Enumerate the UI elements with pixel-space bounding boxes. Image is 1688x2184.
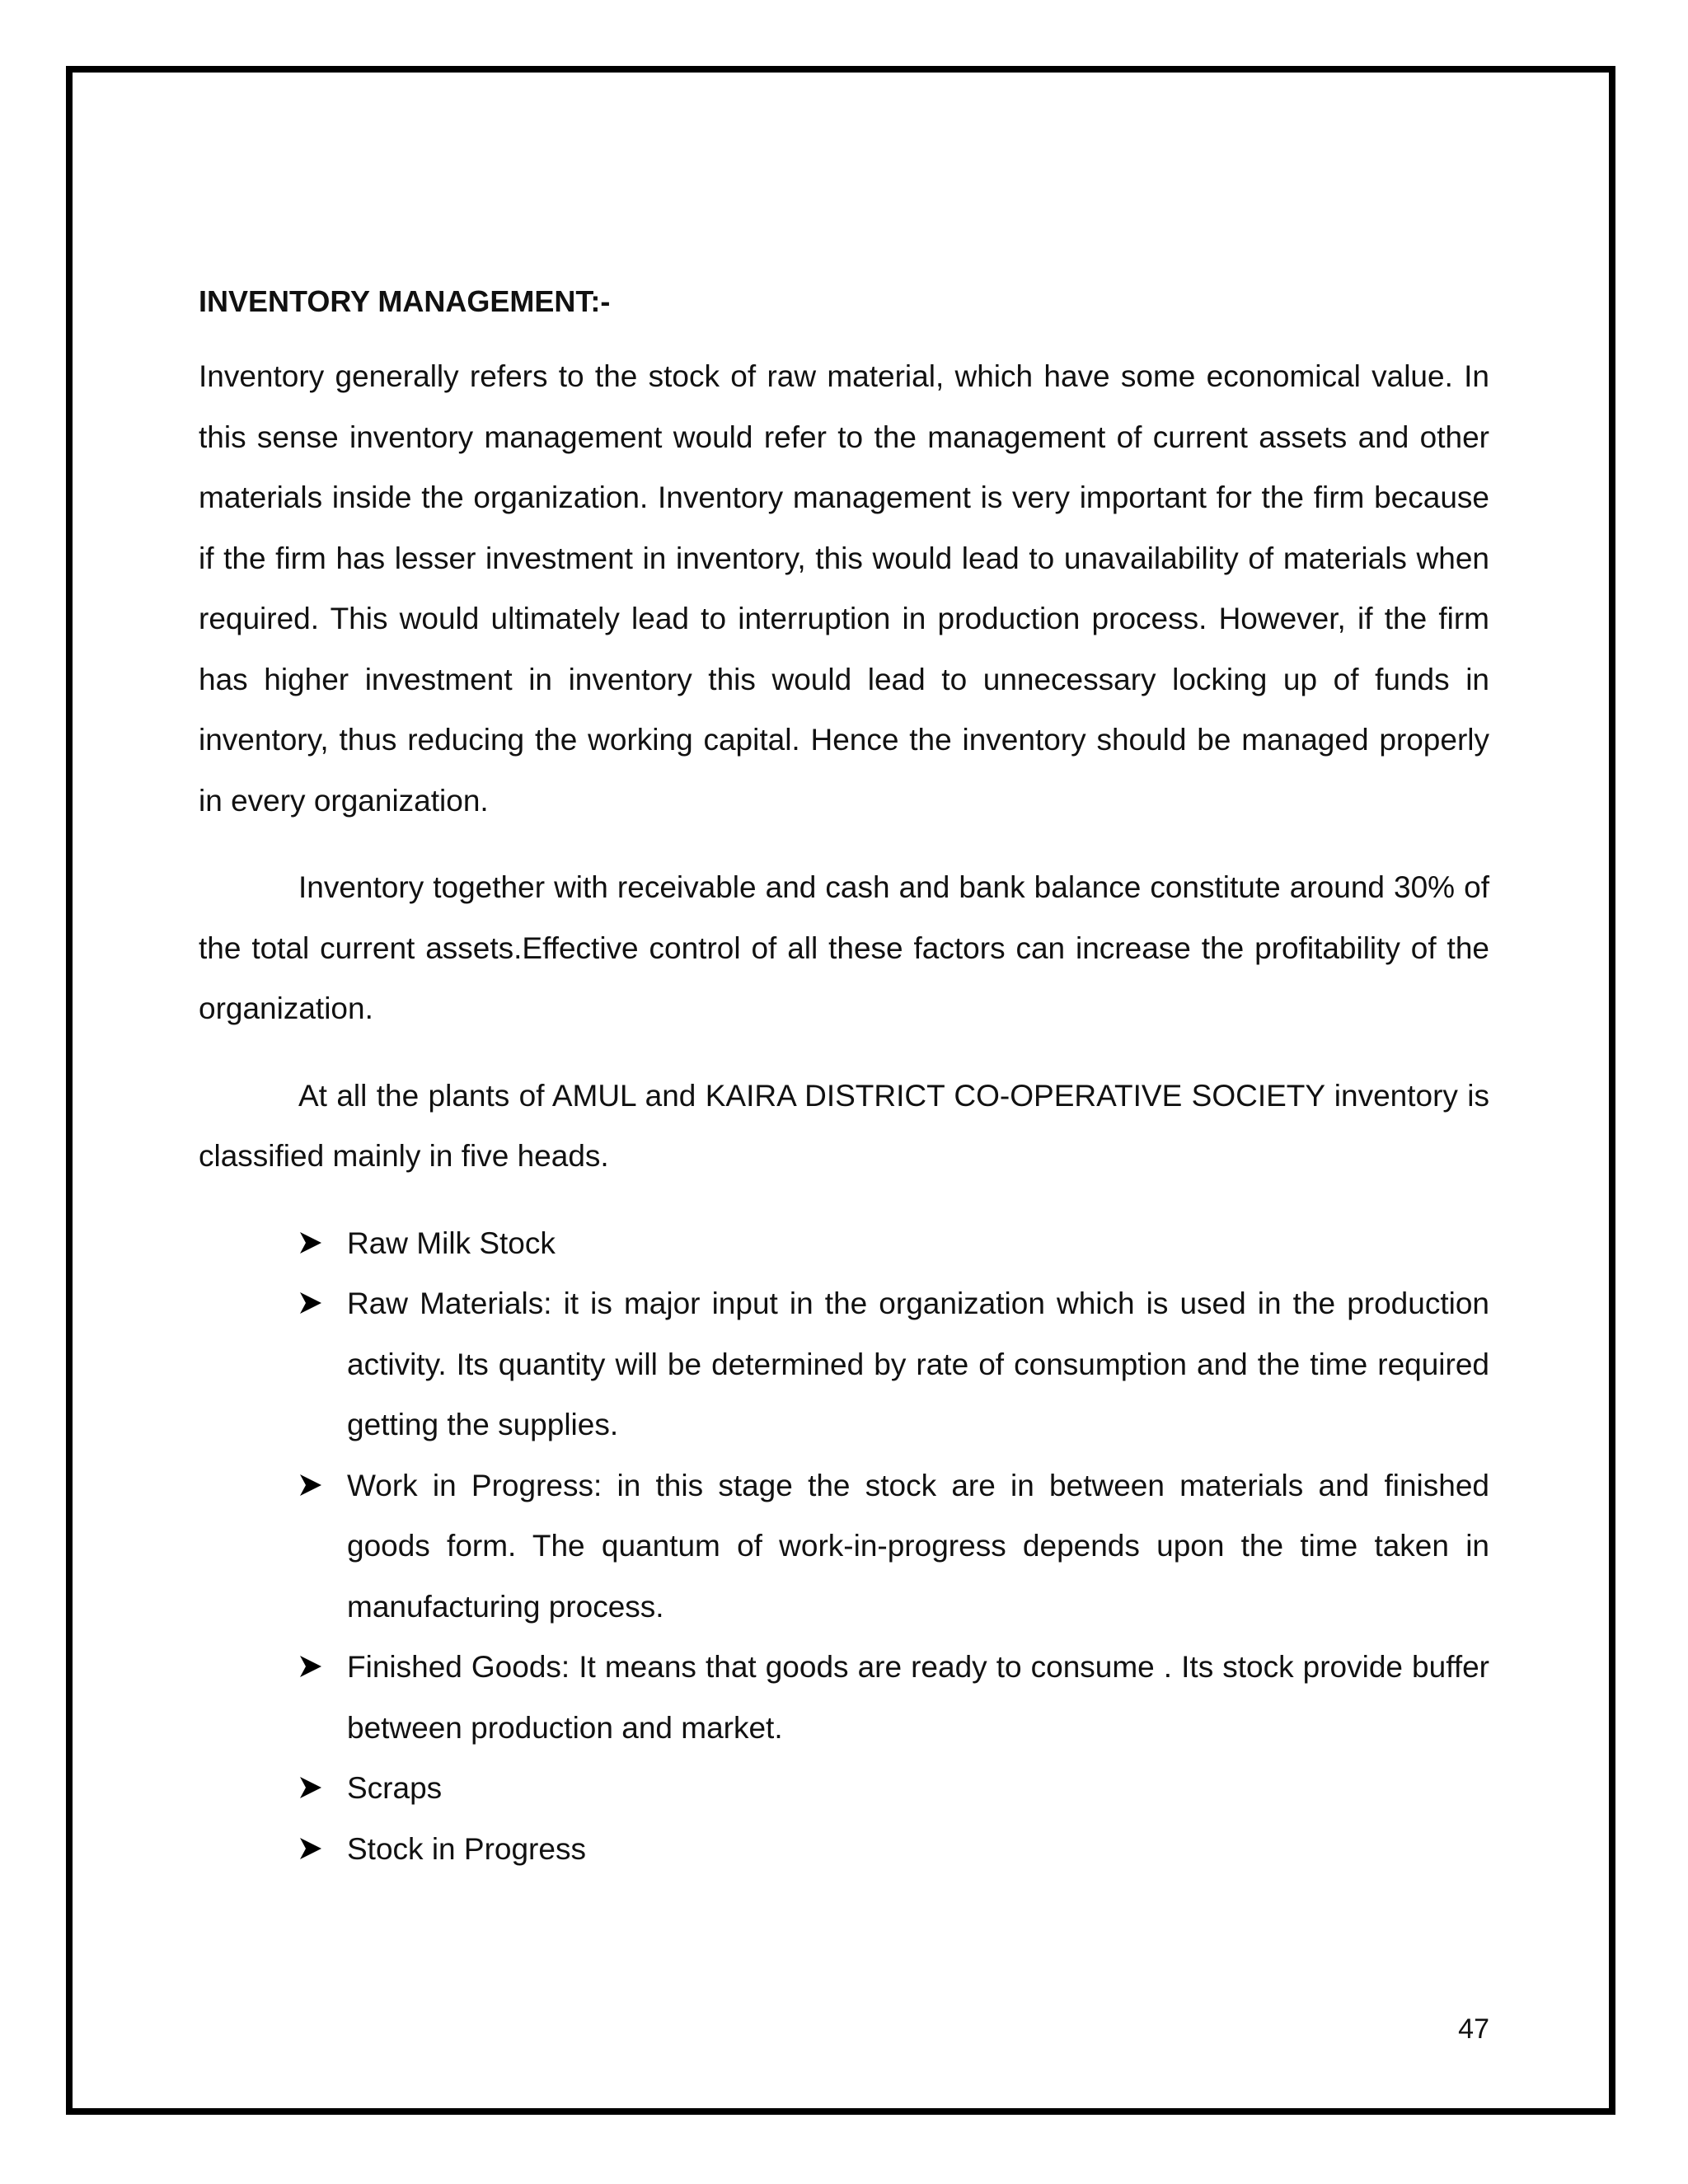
- list-item-text: Raw Materials: it is major input in the organization which is used in the production activity. Its quantity will be determined by rate of consumption and the time required getting the supplies.: [347, 1286, 1489, 1441]
- list-item: [347, 1213, 1489, 1274]
- page-number: 47: [1458, 2013, 1489, 2045]
- section-heading: INVENTORY MANAGEMENT:-: [199, 284, 611, 318]
- list-item: [347, 1819, 1489, 1880]
- list-item: [347, 1273, 1489, 1455]
- list-item-text: Finished Goods: It means that goods are ready to consume . Its stock provide buffer between production and market.: [347, 1650, 1489, 1745]
- list-item-text: Work in Progress: in this stage the stock are in between materials and finished goods form. The quantum of work-in-progress depends upon the time taken in manufacturing process.: [347, 1468, 1489, 1624]
- list-item: [347, 1637, 1489, 1758]
- paragraph-classification: At all the plants of AMUL and KAIRA DISTRICT CO-OPERATIVE SOCIETY inventory is classified mainly in five heads.: [199, 1078, 1489, 1173]
- list-item-text: Raw Milk Stock: [347, 1226, 556, 1260]
- inventory-heads-list: [199, 1213, 1489, 1880]
- paragraph-definition: Inventory generally refers to the stock of raw material, which have some economical value. In this sense inventory management would refer to the management of current assets and other materials inside the organization. Inventory management is very important for the firm because if the firm has lesser investment in inventory, this would lead to unavailability of materials when required. This would ultimately lead to interruption in production process. However, if the firm has higher investment in inventory this would lead to unnecessary locking up of funds in inventory, thus reducing the working capital. Hence the inventory should be managed properly in every organization.: [199, 359, 1489, 818]
- list-item: [347, 1758, 1489, 1819]
- list-item: [347, 1455, 1489, 1638]
- paragraph-current-assets: Inventory together with receivable and cash and bank balance constitute around 30% of the total current assets.Effective control of all these factors can increase the profitability of the organization.: [199, 870, 1489, 1025]
- document-body: [199, 280, 1489, 1879]
- list-item-text: Scraps: [347, 1771, 443, 1805]
- list-item-text: Stock in Progress: [347, 1831, 586, 1866]
